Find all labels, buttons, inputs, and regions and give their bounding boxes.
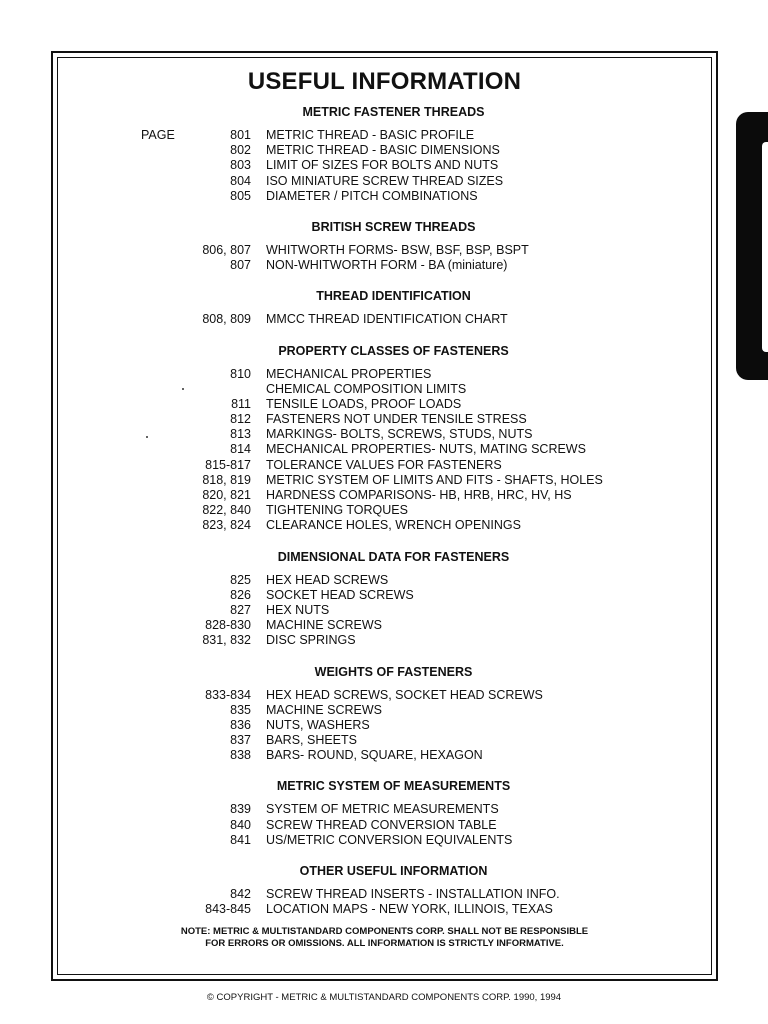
topic-description: TIGHTENING TORQUES [266,503,408,518]
page-number: 837 [230,733,251,748]
page-title: USEFUL INFORMATION [247,68,522,95]
toc-row [53,128,716,143]
topic-description: WHITWORTH FORMS- BSW, BSF, BSP, BSPT [266,242,529,257]
topic-description: METRIC THREAD - BASIC PROFILE [266,128,475,142]
topic-description: METRIC THREAD - BASIC DIMENSIONS [266,143,500,158]
toc-row [53,718,716,733]
toc-row [53,518,716,533]
toc-row [53,158,716,173]
topic-description: NON-WHITWORTH FORM - BA (miniature) [266,258,508,273]
toc-row [53,397,716,412]
toc-row [53,818,716,833]
page-number: 804 [230,173,251,188]
topic-description: MECHANICAL PROPERTIES- NUTS, MATING SCREWS [266,442,586,457]
page-column-label: PAGE [141,128,175,142]
page-number: 811 [231,396,251,411]
toc-row [53,473,716,488]
toc-row [53,143,716,158]
page-number: 801 [230,128,251,142]
page-number: 810 [230,366,251,381]
disclaimer-line-1: NOTE: METRIC & MULTISTANDARD COMPONENTS CORP. SHALL NOT BE RESPONSIBLE [180,926,589,937]
section-heading: BRITISH SCREW THREADS [311,219,476,234]
scan-speck [146,436,148,438]
page-number: 807 [230,258,251,273]
toc-row [53,633,716,648]
toc-row [53,367,716,382]
page-number: 833-834 [205,687,251,702]
page-number: 823, 824 [202,518,251,533]
page-number: 815-817 [205,457,251,472]
page-number: 835 [230,702,251,717]
toc-row [53,802,716,817]
toc-section [53,289,716,327]
topic-description: METRIC SYSTEM OF LIMITS AND FITS - SHAFTS, HOLES [266,472,603,487]
page-number: 813 [230,427,251,442]
page-number: 818, 819 [202,472,251,487]
topic-description: HEX HEAD SCREWS [266,572,389,587]
page-number: 806, 807 [202,242,251,257]
page-number: 814 [230,442,251,457]
toc-row [53,488,716,503]
section-heading: OTHER USEFUL INFORMATION [299,864,488,878]
topic-description: HEX HEAD SCREWS, SOCKET HEAD SCREWS [266,687,543,702]
toc-row [53,412,716,427]
page-number: 827 [230,602,251,617]
toc-section [53,220,716,273]
topic-description: HARDNESS COMPARISONS- HB, HRB, HRC, HV, HS [266,488,572,502]
thumb-tab-notch [762,142,768,352]
topic-description: CHEMICAL COMPOSITION LIMITS [266,381,467,396]
toc-row [53,618,716,633]
toc-row [53,573,716,588]
toc-row [53,902,716,917]
topic-description: TOLERANCE VALUES FOR FASTENERS [266,457,502,472]
toc-row [53,189,716,204]
page-number: 841 [230,832,251,847]
toc-section [53,864,716,917]
topic-description: SCREW THREAD INSERTS - INSTALLATION INFO. [266,887,560,901]
toc-row [53,503,716,518]
topic-description: MACHINE SCREWS [266,618,382,633]
toc-row [53,688,716,703]
section-heading: METRIC SYSTEM OF MEASUREMENTS [276,779,511,794]
page-number: 836 [230,717,251,732]
page-number: 802 [230,143,251,158]
disclaimer-note [53,926,716,950]
topic-description: LIMIT OF SIZES FOR BOLTS AND NUTS [266,158,499,173]
page-number: 831, 832 [202,633,251,648]
toc-row [53,887,716,902]
topic-description: BARS- ROUND, SQUARE, HEXAGON [266,748,483,763]
toc-row [53,243,716,258]
topic-description: HEX NUTS [266,602,330,617]
toc-section [53,779,716,848]
page-number: 842 [230,887,251,901]
page-number: 840 [230,817,251,832]
toc-section [53,665,716,764]
topic-description: DISC SPRINGS [266,633,356,648]
toc-row [53,733,716,748]
page-number: 822, 840 [202,503,251,518]
toc-row [53,588,716,603]
page-number: 820, 821 [202,488,251,502]
topic-description: BARS, SHEETS [266,733,357,748]
page-number: 838 [230,748,251,763]
topic-description: SYSTEM OF METRIC MEASUREMENTS [266,802,499,817]
toc-section [53,105,716,204]
toc-row [53,603,716,618]
page-number: 808, 809 [202,312,251,327]
page-number: 826 [230,587,251,602]
toc-row [53,748,716,763]
section-heading: DIMENSIONAL DATA FOR FASTENERS [277,549,510,564]
topic-description: LOCATION MAPS - NEW YORK, ILLINOIS, TEXAS [266,902,553,917]
scan-speck [182,388,184,390]
toc-row [53,258,716,273]
section-heading: METRIC FASTENER THREADS [302,105,485,119]
topic-description: SOCKET HEAD SCREWS [266,587,414,602]
toc-section [53,344,716,534]
topic-description: NUTS, WASHERS [266,717,370,732]
toc-row [53,703,716,718]
toc-row [53,458,716,473]
topic-description: TENSILE LOADS, PROOF LOADS [266,396,462,411]
disclaimer-line-2: FOR ERRORS OR OMISSIONS. ALL INFORMATION IS STRICTLY INFORMATIVE. [205,938,564,949]
page-number: 839 [230,802,251,817]
toc-row [53,312,716,327]
toc-section [53,550,716,649]
table-of-contents [53,105,716,917]
page-frame [51,51,718,981]
topic-description: MMCC THREAD IDENTIFICATION CHART [266,312,508,327]
topic-description: ISO MINIATURE SCREW THREAD SIZES [266,173,504,188]
topic-description: DIAMETER / PITCH COMBINATIONS [266,188,478,203]
topic-description: US/METRIC CONVERSION EQUIVALENTS [266,832,513,847]
topic-description: FASTENERS NOT UNDER TENSILE STRESS [266,412,527,427]
page-number: 803 [230,158,251,173]
toc-row [53,427,716,442]
topic-description: MACHINE SCREWS [266,702,382,717]
page-number: 828-830 [205,618,251,633]
page-number: 805 [230,188,251,203]
topic-description: SCREW THREAD CONVERSION TABLE [266,817,497,832]
topic-description: CLEARANCE HOLES, WRENCH OPENINGS [266,518,521,533]
toc-row [53,442,716,457]
toc-row [53,833,716,848]
topic-description: MARKINGS- BOLTS, SCREWS, STUDS, NUTS [266,427,533,442]
page-number: 812 [230,412,251,427]
section-heading: WEIGHTS OF FASTENERS [314,664,473,679]
section-heading: THREAD IDENTIFICATION [316,289,471,304]
copyright-notice: © COPYRIGHT - METRIC & MULTISTANDARD COMPONENTS CORP. 1990, 1994 [206,992,562,1003]
toc-row [53,382,716,397]
section-heading: PROPERTY CLASSES OF FASTENERS [278,343,509,358]
page-number: 843-845 [205,902,251,917]
toc-row [53,174,716,189]
page-number: 825 [230,572,251,587]
topic-description: MECHANICAL PROPERTIES [266,366,432,381]
